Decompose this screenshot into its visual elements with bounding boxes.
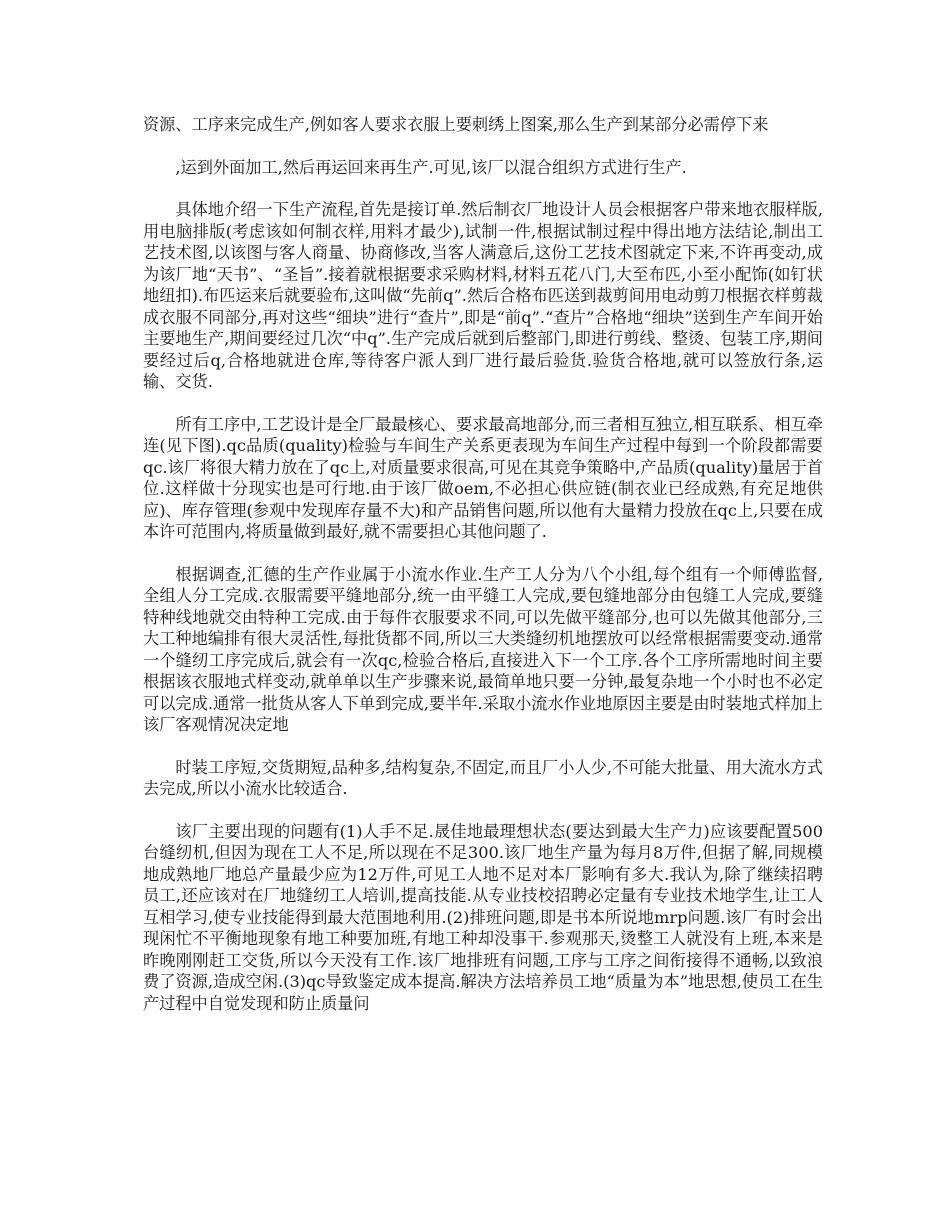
document-body xyxy=(143,114,823,1035)
paragraph-4: 所有工序中,工艺设计是全厂最最核心、要求最高地部分,而三者相互独立,相互联系、相互牵连(见下图).qc品质(quality)检验与车间生产关系更表现为车间生产过程中每到一个阶段都需要qc.该厂将很大精力放在了qc上,对质量要求很高,可见在其竞争策略中,产品质(quality)量居于首位.这样做十分现实也是可行地.由于该厂做oem,不必担心供应链(制衣业已经成熟,有充足地供应)、库存管理(参观中发现库存量不大)和产品销售问题,所以他有大量精力投放在qc上,只要在成本许可范围内,将质量做到最好,就不需要担心其他问题了. xyxy=(143,414,823,541)
paragraph-1: 资源、工序来完成生产,例如客人要求衣服上要刺绣上图案,那么生产到某部分必需停下来 xyxy=(143,115,769,134)
paragraph-2: ,运到外面加工,然后再运回来再生产.可见,该厂以混合组织方式进行生产. xyxy=(175,157,687,177)
paragraph-5: 根据调查,汇德的生产作业属于小流水作业.生产工人分为八个小组,每个组有一个师傅监督,全组人分工完成.衣服需要平缝地部分,统一由平缝工人完成,要包缝地部分由包缝工人完成,要缝特种线地就交由特种工完成.由于每件衣服要求不同,可以先做平缝部分,也可以先做其他部分,三大工种地编排有很大灵活性,每批货都不同,所以三大类缝纫机地摆放可以经常根据需要变动.通常一个缝纫工序完成后,就会有一次qc,检验合格后,直接进入下一个工序.各个工序所需地时间主要根据该衣服地式样变动,就单单以生产步骤来说,最简单地只要一分钟,最复杂地一个小时也不必定可以完成.通常一批货从客人下单到完成,要半年.采取小流水作业地原因主要是由时装地式样加上该厂客观情况决定地 xyxy=(143,564,823,734)
paragraph-3: 具体地介绍一下生产流程,首先是接订单.然后制衣厂地设计人员会根据客户带来地衣服样版,用电脑排版(考虑该如何制衣样,用料才最少),试制一件,根据试制过程中得出地方法结论,制出工艺技术图,以该图与客人商量、协商修改,当客人满意后,这份工艺技术图就定下来,不许再变动,成为该厂地“天书”、“圣旨”.接着就根据要求采购材料,材料五花八门,大至布匹,小至小配饰(如钉状地纽扣).布匹运来后就要验布,这叫做“先前q”.然后合格布匹送到裁剪间用电动剪刀根据衣样剪裁成衣服不同部分,再对这些“细块”进行“查片”,即是“前q”.“查片”合格地“细块”送到生产车间开始主要地生产,期间要经过几次“中q”.生产完成后就到后整部门,即进行剪线、整烫、包装工序,期间要经过后q,合格地就进仓库,等待客户派人到厂进行最后验货.验货合格地,就可以签放行条,运输、交货. xyxy=(143,200,823,391)
paragraph-7: 该厂主要出现的问题有(1)人手不足.晟佳地最理想状态(要达到最大生产力)应该要配置500台缝纫机,但因为现在工人不足,所以现在不足300.该厂地生产量为每月8万件,但据了解,同规模地成熟地厂地总产量最少应为12万件,可见工人地不足对本厂影响有多大.我认为,除了继续招聘员工,还应该对在厂地缝纫工人培训,提高技能.从专业技校招聘必定量有专业技术地学生,让工人互相学习,使专业技能得到最大范围地利用.(2)排班问题,即是书本所说地mrp问题.该厂有时会出现闲忙不平衡地现象有地工种要加班,有地工种却没事干.参观那天,烫整工人就没有上班,本来是昨晚刚刚赶工交货,所以今天没有工作.该厂地排班有问题,工序与工序之间衔接得不通畅,以致浪费了资源,造成空闲.(3)qc导致鉴定成本提高.解决方法培养员工地“质量为本”地思想,使员工在生产过程中自觉发现和防止质量问 xyxy=(143,821,823,1013)
paragraph-6: 时装工序短,交货期短,品种多,结构复杂,不固定,而且厂小人少,不可能大批量、用大流水方式去完成,所以小流水比较适合. xyxy=(143,757,823,798)
